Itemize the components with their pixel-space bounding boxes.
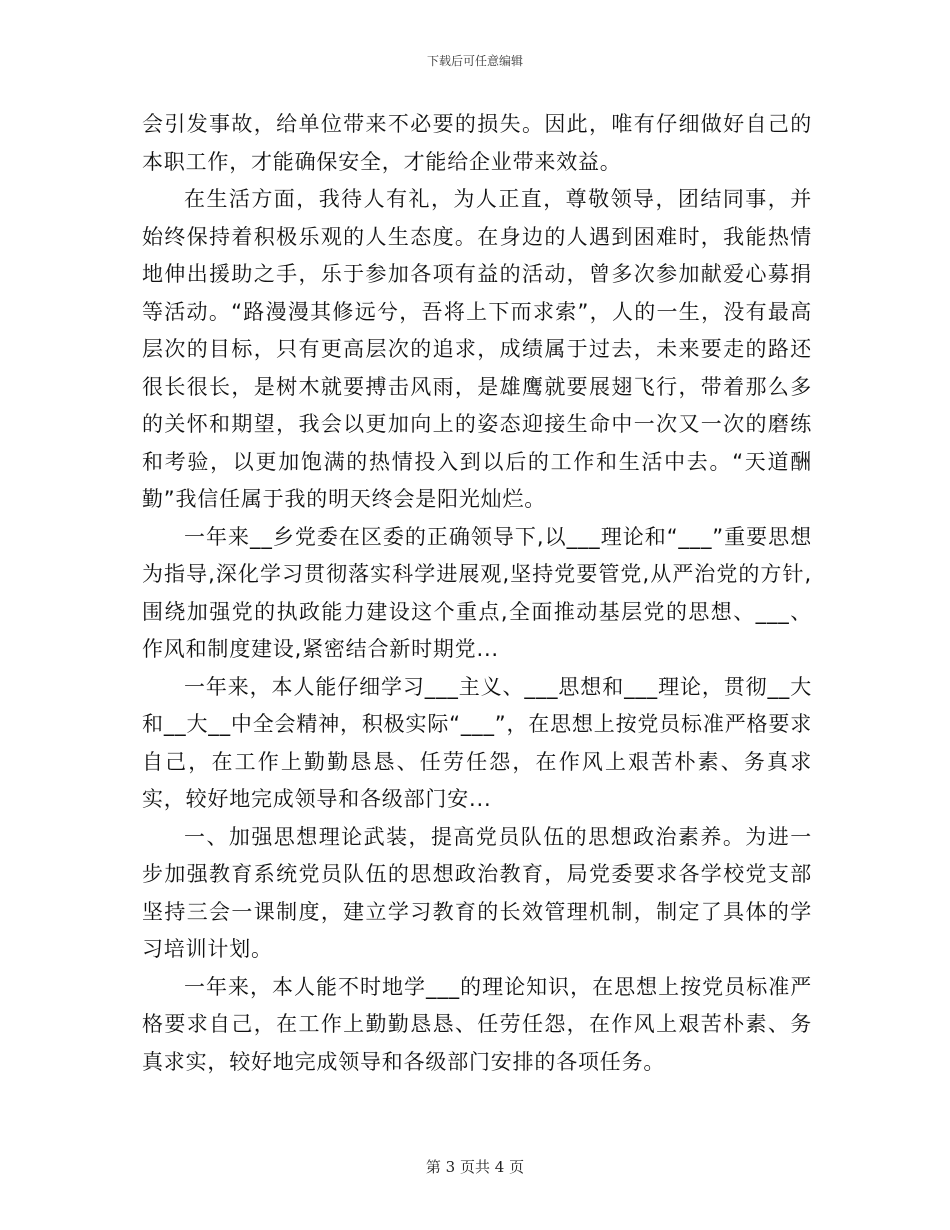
paragraph-party-committee: 一年来__乡党委在区委的正确领导下,以___理论和“___”重要思想为指导,深化学习贯彻落实科学进展观,坚持党要管党,从严治党的方针,围绕加强党的执政能力建设这个重点,全面推动基层党的思想、___、作风和制度建设,紧密结合新时期党... [142,524,812,661]
paragraph-strengthen-education: 一、加强思想理论武装，提高党员队伍的思想政治素养。为进一步加强教育系统党员队伍的思想政治教育，局党委要求各学校党支部坚持三会一课制度，建立学习教育的长效管理机制，制定了具体的学习培训计划。 [142,824,812,961]
page-number: 第 3 页共 4 页 [425,1158,525,1176]
paragraph-work-attitude: 一年来，本人能不时地学___的理论知识，在思想上按党员标准严格要求自己，在工作上勤勤恳恳、任劳任怨，在作风上艰苦朴素、务真求实，较好地完成领导和各级部门安排的各项任务。 [142,974,812,1074]
paragraph-life-aspects: 在生活方面，我待人有礼，为人正直，尊敬领导，团结同事，并始终保持着积极乐观的人生态度。在身边的人遇到困难时，我能热情地伸出援助之手，乐于参加各项有益的活动，曾多次参加献爱心募捐等活动。“路漫漫其修远兮，吾将上下而求索”，人的一生，没有最高层次的目标，只有更高层次的追求，成绩属于过去，未来要走的路还很长很长，是树木就要搏击风雨，是雄鹰就要展翅飞行，带着那么多的关怀和期望，我会以更加向上的姿态迎接生命中一次又一次的磨练和考验，以更加饱满的热情投入到以后的工作和生活中去。“天道酬勤”我信任属于我的明天终会是阳光灿烂。 [142,187,812,511]
paragraph-study-theory: 一年来，本人能仔细学习___主义、___思想和___理论，贯彻__大和__大__中全会精神，积极实际“___”，在思想上按党员标准严格要求自己，在工作上勤勤恳恳、任劳任怨，在作风上艰苦朴素、务真求实，较好地完成领导和各级部门安... [142,674,812,811]
page-header: 下载后可任意编辑 [426,54,523,68]
paragraph-continuation: 会引发事故，给单位带来不必要的损失。因此，唯有仔细做好自己的本职工作，才能确保安全，才能给企业带来效益。 [142,112,812,174]
document-body [142,106,812,1081]
